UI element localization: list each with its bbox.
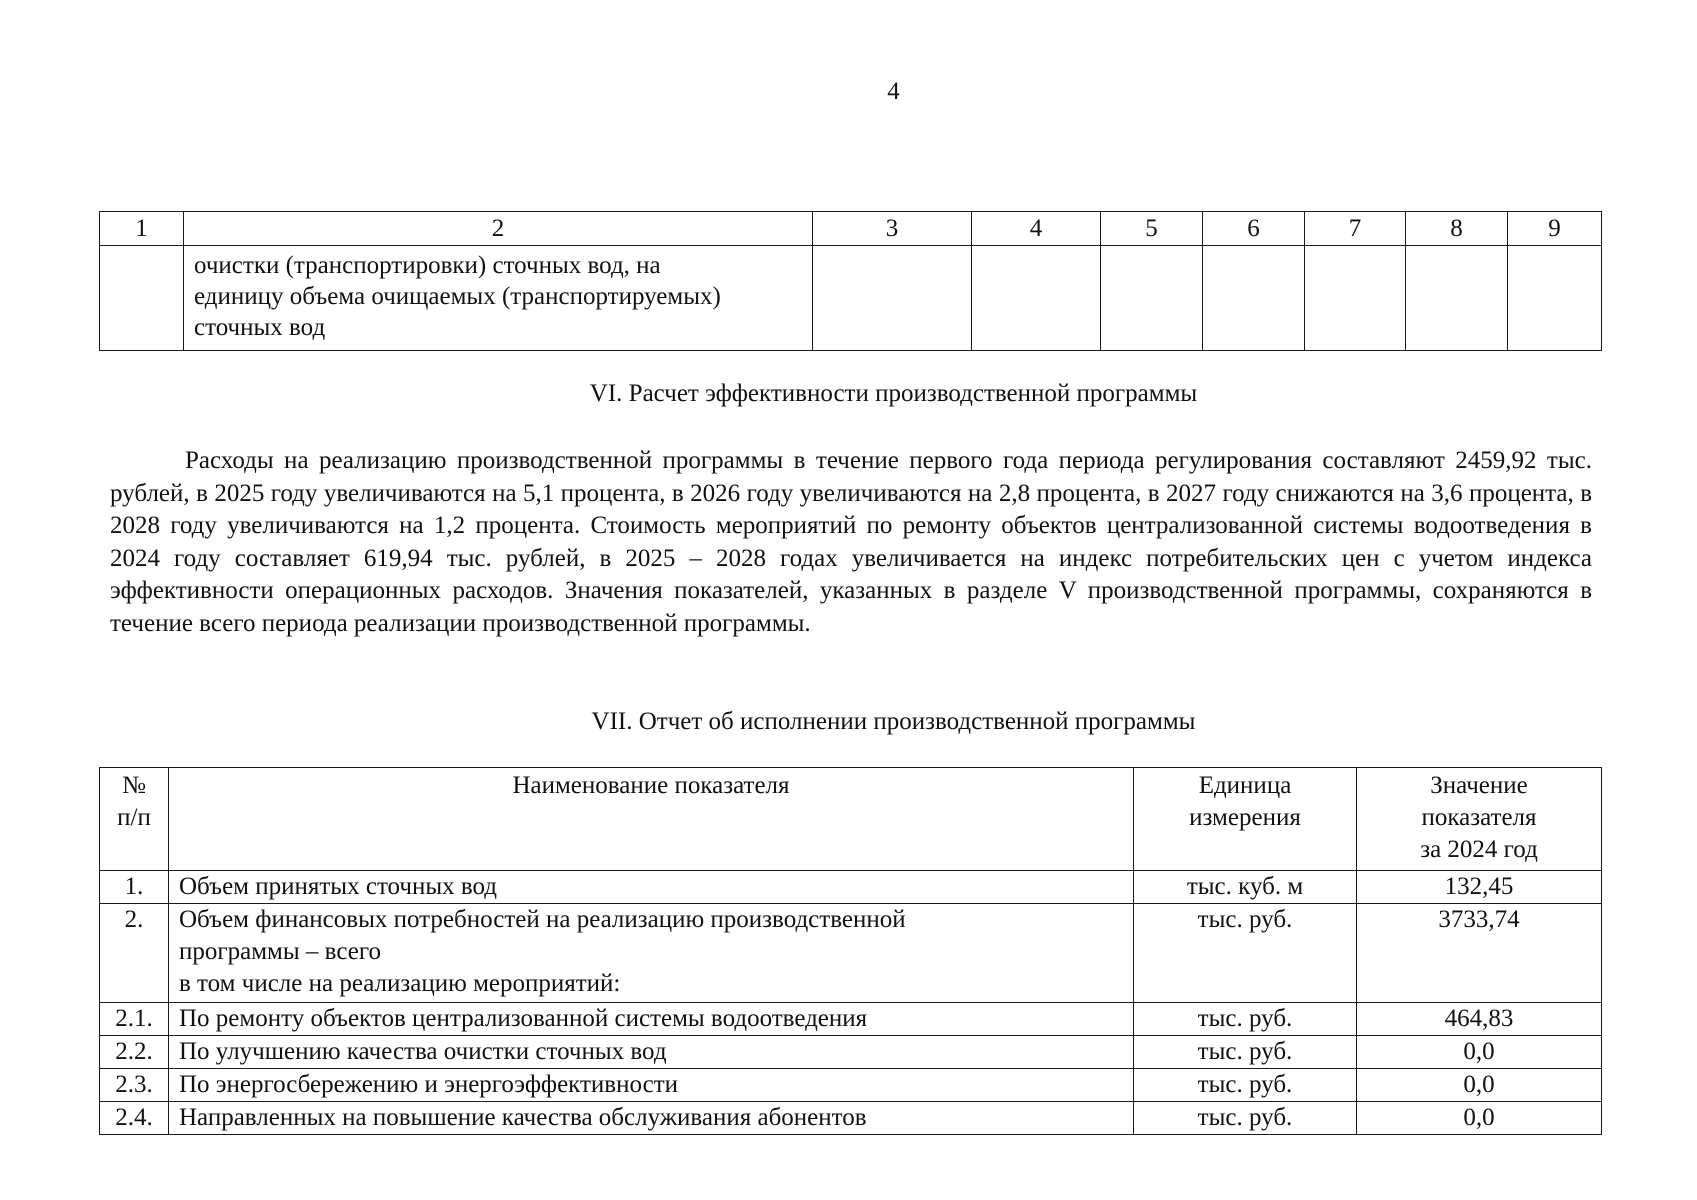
column-number: 3 (813, 212, 972, 246)
header-text: п/п (117, 804, 151, 831)
column-number: 9 (1508, 212, 1602, 246)
row-unit: тыс. руб. (1134, 1003, 1357, 1036)
column-number: 8 (1406, 212, 1508, 246)
row-unit: тыс. куб. м (1134, 871, 1357, 904)
header-text: № (122, 772, 146, 799)
row-name: Направленных на повышение качества обслуживания абонентов (169, 1102, 1134, 1135)
row-number: 2.1. (100, 1003, 169, 1036)
row-number: 2.4. (100, 1102, 169, 1135)
indicators-table-continuation (99, 211, 1602, 351)
column-number-row (100, 212, 1602, 246)
program-execution-table (99, 767, 1602, 1135)
description-line: сточных вод (194, 314, 326, 341)
header-text: Единица (1198, 772, 1292, 799)
table-cell (813, 246, 972, 351)
table-row (100, 1069, 1602, 1102)
row-number: 1. (100, 871, 169, 904)
column-number: 1 (100, 212, 184, 246)
table-row (100, 904, 1602, 1003)
column-number: 2 (184, 212, 813, 246)
table-header-row (100, 768, 1602, 871)
indicator-description (184, 246, 813, 351)
row-name: По улучшению качества очистки сточных вод (169, 1036, 1134, 1069)
row-number: 2.2. (100, 1036, 169, 1069)
table-cell (972, 246, 1101, 351)
row-value: 132,45 (1357, 871, 1602, 904)
page-number: 4 (887, 78, 900, 105)
row-number: 2.3. (100, 1069, 169, 1102)
column-number: 7 (1305, 212, 1406, 246)
header-unit (1134, 768, 1357, 871)
row-name (169, 904, 1134, 1003)
table-cell (1508, 246, 1602, 351)
row-unit: тыс. руб. (1134, 1102, 1357, 1135)
section-6-title: VI. Расчет эффективности производственной программы (589, 380, 1198, 407)
row-unit: тыс. руб. (1134, 904, 1357, 1003)
row-name-line: Объем финансовых потребностей на реализацию производственной (179, 906, 906, 933)
table-cell (1203, 246, 1305, 351)
table-cell (1406, 246, 1508, 351)
table-row (100, 1036, 1602, 1069)
row-value: 0,0 (1357, 1102, 1602, 1135)
table-row (100, 1102, 1602, 1135)
table-cell (1305, 246, 1406, 351)
description-line: очистки (транспортировки) сточных вод, на (194, 252, 661, 279)
table-row (100, 871, 1602, 904)
row-unit: тыс. руб. (1134, 1069, 1357, 1102)
row-name: По ремонту объектов централизованной системы водоотведения (169, 1003, 1134, 1036)
row-value: 0,0 (1357, 1036, 1602, 1069)
description-line: единицу объема очищаемых (транспортируемых) (194, 283, 721, 310)
table-cell (1101, 246, 1203, 351)
header-text: за 2024 год (1420, 836, 1538, 863)
row-name: По энергосбережению и энергоэффективности (169, 1069, 1134, 1102)
table-cell (100, 246, 184, 351)
row-value: 3733,74 (1357, 904, 1602, 1003)
row-unit: тыс. руб. (1134, 1036, 1357, 1069)
row-number: 2. (100, 904, 169, 1003)
header-text: показателя (1421, 804, 1537, 831)
header-text: измерения (1189, 804, 1301, 831)
header-value (1357, 768, 1602, 871)
row-name: Объем принятых сточных вод (169, 871, 1134, 904)
section-7-title: VII. Отчет об исполнении производственной программы (591, 708, 1196, 735)
row-value: 0,0 (1357, 1069, 1602, 1102)
row-value: 464,83 (1357, 1003, 1602, 1036)
column-number: 4 (972, 212, 1101, 246)
column-number: 6 (1203, 212, 1305, 246)
header-name: Наименование показателя (169, 768, 1134, 871)
table-row (100, 246, 1602, 351)
header-number (100, 768, 169, 871)
section-6-paragraph: Расходы на реализацию производственной программы в течение первого года периода регулирования составляют 2459,92 тыс. рублей, в 2025 году увеличиваются на 5,1 процента, в 2026 году увеличиваются на 2,8 процента, в 2027 году снижаются на 3,6 процента, в 2028 году увеличиваются на 1,2 процента. Стоимость мероприятий по ремонту объектов централизованной системы водоотведения в 2024 году составляет 619,94 тыс. рублей, в 2025 – 2028 годах увеличивается на индекс потребительских цен с учетом индекса эффективности операционных расходов. Значения показателей, указанных в разделе V производственной программы, сохраняются в течение всего периода реализации производственной программы. (110, 447, 1592, 637)
column-number: 5 (1101, 212, 1203, 246)
row-name-line: программы – всего (179, 938, 381, 965)
table-row (100, 1003, 1602, 1036)
row-name-line: в том числе на реализацию мероприятий: (179, 970, 621, 997)
header-text: Значение (1430, 772, 1528, 799)
